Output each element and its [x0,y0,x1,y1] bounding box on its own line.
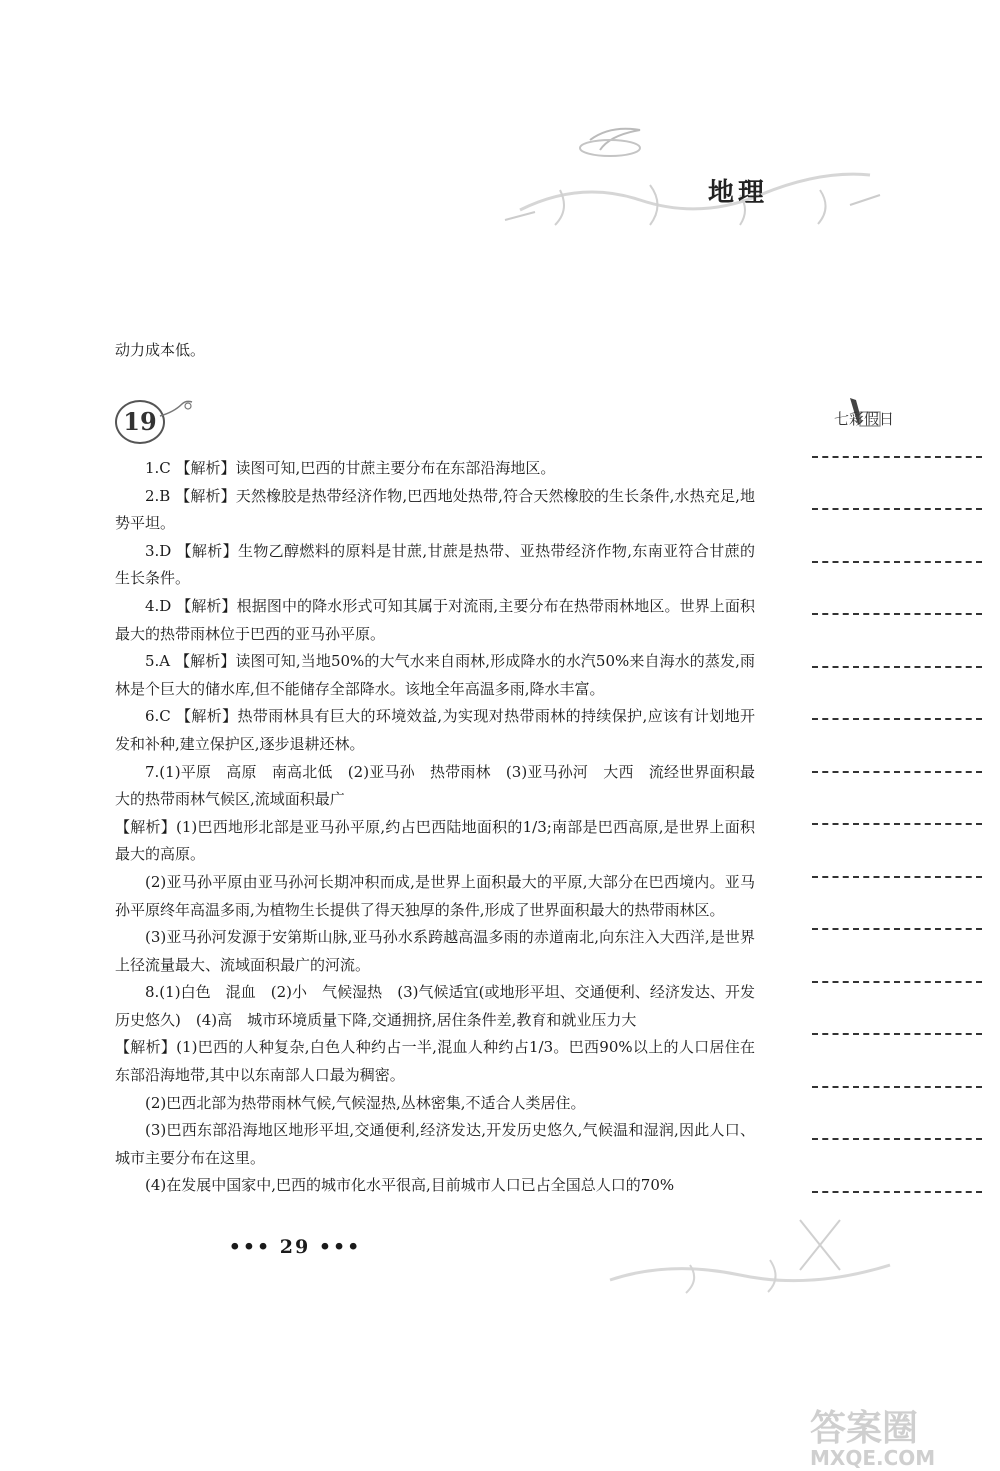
answer-paragraph-q7a2: (2)亚马孙平原由亚马孙河长期冲积而成,是世界上面积最大的平原,大部分在巴西境内。亚马孙平原终年高温多雨,为植物生长提供了得天独厚的条件,形成了世界面积最大的热带雨林区。 [115,872,755,919]
answer-paragraph-q7a1: 【解析】(1)巴西地形北部是亚马孙平原,约占巴西陆地面积的1/3;南部是巴西高原,是世界上面积最大的高原。 [115,817,755,864]
note-line [812,1191,982,1193]
answer-paragraph-q8a3: (3)巴西东部沿海地区地形平坦,交通便利,经济发达,开发历史悠久,气候温和湿润,因此人口、城市主要分布在这里。 [115,1121,755,1167]
answer-paragraph-q7a3: (3)亚马孙河发源于安第斯山脉,亚马孙水系跨越高温多雨的赤道南北,向东注入大西洋,是世界上径流量最大、流域面积最广的河流。 [115,928,755,974]
note-line [812,613,982,615]
page-number: ••• 29 ••• [228,1236,362,1258]
answer-paragraph-q6: 6.C 【解析】热带雨林具有巨大的环境效益,为实现对热带雨林的持续保护,应该有计划地开发和补种,建立保护区,逐步退耕还林。 [115,707,755,753]
note-line [812,456,982,458]
note-line [812,1086,982,1088]
header-decoration [500,110,890,240]
margin-label: 七彩假日 [834,410,895,428]
answer-paragraph-q8: 8.(1)白色 混血 (2)小 气候湿热 (3)气候适宜(或地形平坦、交通便利、经济发达、开发历史悠久) (4)高 城市环境质量下降,交通拥挤,居住条件差,教育和就业压力大 [115,983,755,1029]
carryover-text: 动力成本低。 [115,341,206,359]
note-line [812,1138,982,1140]
answer-paragraph-q4: 4.D 【解析】根据图中的降水形式可知其属于对流雨,主要分布在热带雨林地区。世界上面积最大的热带雨林位于巴西的亚马孙平原。 [115,596,755,643]
section-number-badge: 19 [115,400,165,444]
answer-paragraph-q7: 7.(1)平原 高原 南高北低 (2)亚马孙 热带雨林 (3)亚马孙河 大西 流经世界面积最大的热带雨林气候区,流域面积最广 [115,762,755,809]
note-line [812,823,982,825]
note-line [812,718,982,720]
note-line [812,771,982,773]
answer-content [115,455,755,1200]
note-line [812,561,982,563]
answer-paragraph-q8a4: (4)在发展中国家中,巴西的城市化水平很高,目前城市人口已占全国总人口的70% [145,1176,675,1195]
note-line [812,981,982,983]
note-line [812,928,982,930]
answer-paragraph-q5: 5.A 【解析】读图可知,当地50%的大气水来自雨林,形成降水的水汽50%来自海水的蒸发,雨林是个巨大的储水库,但不能储存全部降水。该地全年高温多雨,降水丰富。 [115,652,755,698]
answer-paragraph-q1: 1.C 【解析】读图可知,巴西的甘蔗主要分布在东部沿海地区。 [145,459,556,477]
subject-title: 地理 [708,178,769,208]
answer-paragraph-q2: 2.B 【解析】天然橡胶是热带经济作物,巴西地处热带,符合天然橡胶的生长条件,水热充足,地势平坦。 [115,486,755,533]
note-line [812,1033,982,1035]
answer-paragraph-q8a1: 【解析】(1)巴西的人种复杂,白色人种约占一半,混血人种约占1/3。巴西90%以上的人口居住在东部沿海地带,其中以东南部人口最为稠密。 [115,1038,755,1085]
badge-swirl-icon [158,398,198,422]
note-line [812,876,982,878]
answer-paragraph-q8a2: (2)巴西北部为热带雨林气候,气候湿热,丛林密集,不适合人类居住。 [145,1093,586,1112]
note-line [812,666,982,668]
answer-paragraph-q3: 3.D 【解析】生物乙醇燃料的原料是甘蔗,甘蔗是热带、亚热带经济作物,东南亚符合甘蔗的生长条件。 [115,541,755,588]
note-line [812,508,982,510]
watermark-logo: 答案圈 [810,1408,919,1449]
footer-decoration [600,1210,900,1300]
watermark-url: MXQE.COM [810,1446,936,1470]
